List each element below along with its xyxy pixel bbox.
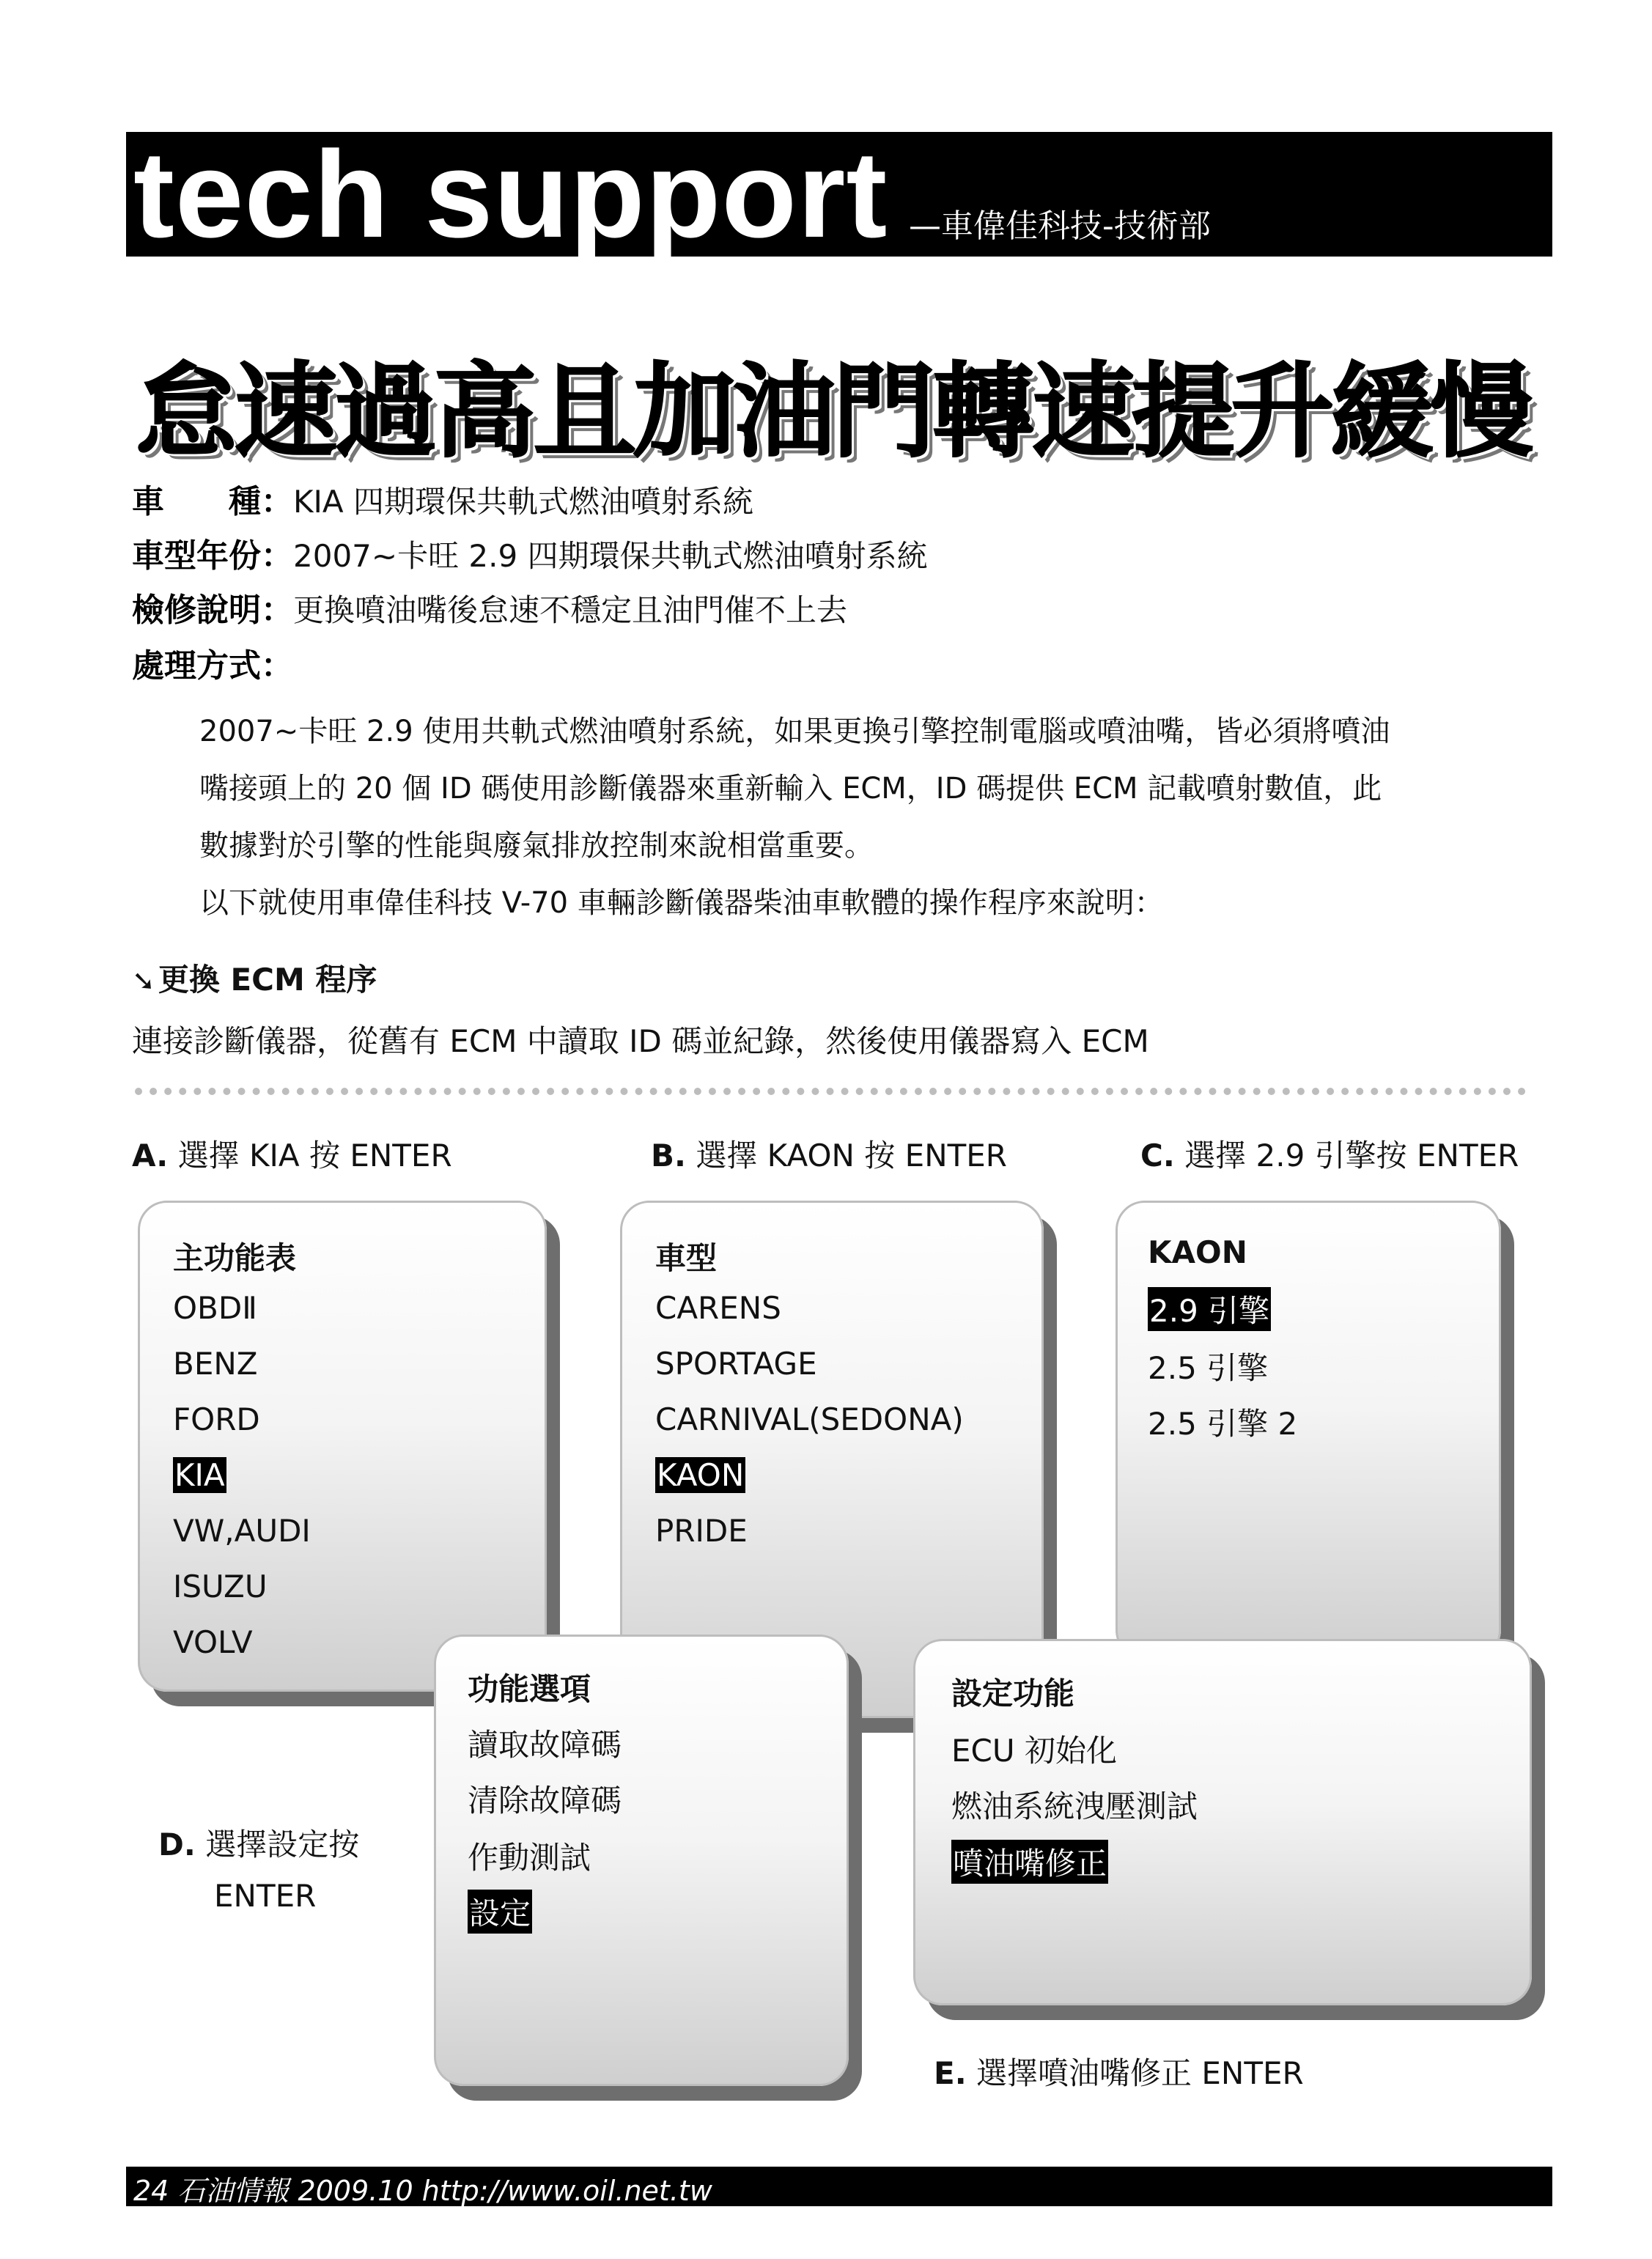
step-a-letter: A. (132, 1138, 169, 1173)
engine-menu-item-2-5-2[interactable]: 2.5 引擎 2 (1148, 1406, 1298, 1442)
section-description: 連接診斷儀器，從舊有 ECM 中讀取 ID 碼並紀錄，然後使用儀器寫入 ECM (132, 1023, 1149, 1059)
function-menu-item-settings[interactable]: 設定 (468, 1890, 532, 1934)
step-c-text: 選擇 2.9 引擎按 ENTER (1184, 1138, 1519, 1173)
model-menu-item-pride[interactable]: PRIDE (655, 1513, 748, 1549)
main-menu-item-vw-audi[interactable]: VW,AUDI (173, 1513, 311, 1549)
main-menu-item-kia[interactable]: KIA (174, 1457, 225, 1493)
step-d-text-2: ENTER (214, 1878, 317, 1914)
model-menu-item-carnival[interactable]: CARNIVAL(SEDONA) (655, 1401, 964, 1437)
car-value: KIA 四期環保共軌式燃油噴射系統 (293, 484, 754, 520)
function-menu-item-read-codes[interactable]: 讀取故障碼 (468, 1727, 622, 1763)
step-e-label (934, 2049, 1304, 2093)
page-title: 怠速過高且加油門轉速提升緩慢 (135, 353, 1531, 472)
car-label: 車 種： (132, 483, 293, 520)
step-e-letter: E. (934, 2055, 967, 2091)
main-menu-item-benz[interactable]: BENZ (173, 1346, 258, 1382)
footer-text: 24 石油情報 2009.10 http://www.oil.net.tw (133, 2175, 712, 2207)
main-menu-item-obd[interactable]: OBDⅡ (173, 1290, 257, 1326)
step-d-text: 選擇設定按 (205, 1827, 360, 1862)
model-menu-item-kaon[interactable]: KAON (657, 1457, 745, 1493)
main-menu-item-volv[interactable]: VOLV (173, 1624, 253, 1660)
step-a-text: 選擇 KIA 按 ENTER (177, 1138, 452, 1173)
info-row-method (132, 639, 293, 686)
model-label: 車型年份： (132, 537, 293, 575)
engine-menu-item-2-5[interactable]: 2.5 引擎 (1148, 1350, 1269, 1386)
step-b-text: 選擇 KAON 按 ENTER (696, 1138, 1007, 1173)
body-line-4: 以下就使用車偉佳科技 V-70 車輛診斷儀器柴油車軟體的操作程序來說明： (199, 886, 1164, 920)
info-row-car (132, 475, 753, 522)
function-menu-item-actuation-test[interactable]: 作動測試 (468, 1840, 591, 1876)
arrow-icon: ➘ (132, 965, 155, 997)
settings-menu-item-injector-correction[interactable]: 噴油嘴修正 (951, 1840, 1108, 1884)
info-row-repair (132, 583, 847, 630)
main-menu-item-isuzu[interactable]: ISUZU (173, 1569, 268, 1604)
repair-value: 更換噴油嘴後怠速不穩定且油門催不上去 (293, 592, 848, 628)
step-b-label (651, 1132, 1007, 1176)
dotted-divider (135, 1088, 1526, 1095)
main-menu-heading: 主功能表 (173, 1240, 297, 1276)
body-line-3: 數據對於引擎的性能與廢氣排放控制來說相當重要。 (199, 829, 874, 863)
model-menu-item-sportage[interactable]: SPORTAGE (655, 1346, 817, 1382)
settings-menu-item-pressure-test[interactable]: 燃油系統洩壓測試 (951, 1788, 1198, 1824)
body-line-1: 2007~卡旺 2.9 使用共軌式燃油噴射系統，如果更換引擎控制電腦或噴油嘴，皆必須將噴油 (199, 715, 1390, 748)
step-c-label (1140, 1132, 1519, 1176)
section-heading-text: 更換 ECM 程序 (158, 962, 377, 998)
settings-menu-item-ecu-init[interactable]: ECU 初始化 (951, 1733, 1117, 1769)
step-b-letter: B. (651, 1138, 686, 1173)
function-menu-item-clear-codes[interactable]: 清除故障碼 (468, 1783, 622, 1818)
model-value: 2007~卡旺 2.9 四期環保共軌式燃油噴射系統 (293, 538, 928, 574)
section-heading (132, 956, 377, 1000)
step-d-label (158, 1821, 359, 1865)
info-row-model (132, 529, 928, 576)
header-department: —車偉佳科技-技術部 (909, 207, 1211, 245)
header-title: tech support (133, 125, 888, 263)
step-a-label (132, 1132, 452, 1176)
engine-menu-item-2-9[interactable]: 2.9 引擎 (1148, 1287, 1271, 1331)
repair-label: 檢修說明： (132, 592, 293, 629)
model-menu-item-carens[interactable]: CARENS (655, 1290, 781, 1326)
step-d-letter: D. (158, 1827, 196, 1862)
step-e-text: 選擇噴油嘴修正 ENTER (976, 2055, 1304, 2091)
function-menu-heading: 功能選項 (468, 1671, 591, 1707)
main-menu-item-ford[interactable]: FORD (173, 1401, 260, 1437)
settings-menu-heading: 設定功能 (951, 1676, 1075, 1711)
body-line-2: 嘴接頭上的 20 個 ID 碼使用診斷儀器來重新輸入 ECM，ID 碼提供 ECM 記載噴射數值，此 (199, 772, 1382, 806)
step-c-letter: C. (1140, 1138, 1175, 1173)
method-label: 處理方式： (132, 647, 293, 685)
model-menu-heading: 車型 (655, 1240, 718, 1276)
engine-menu-heading: KAON (1148, 1234, 1247, 1270)
